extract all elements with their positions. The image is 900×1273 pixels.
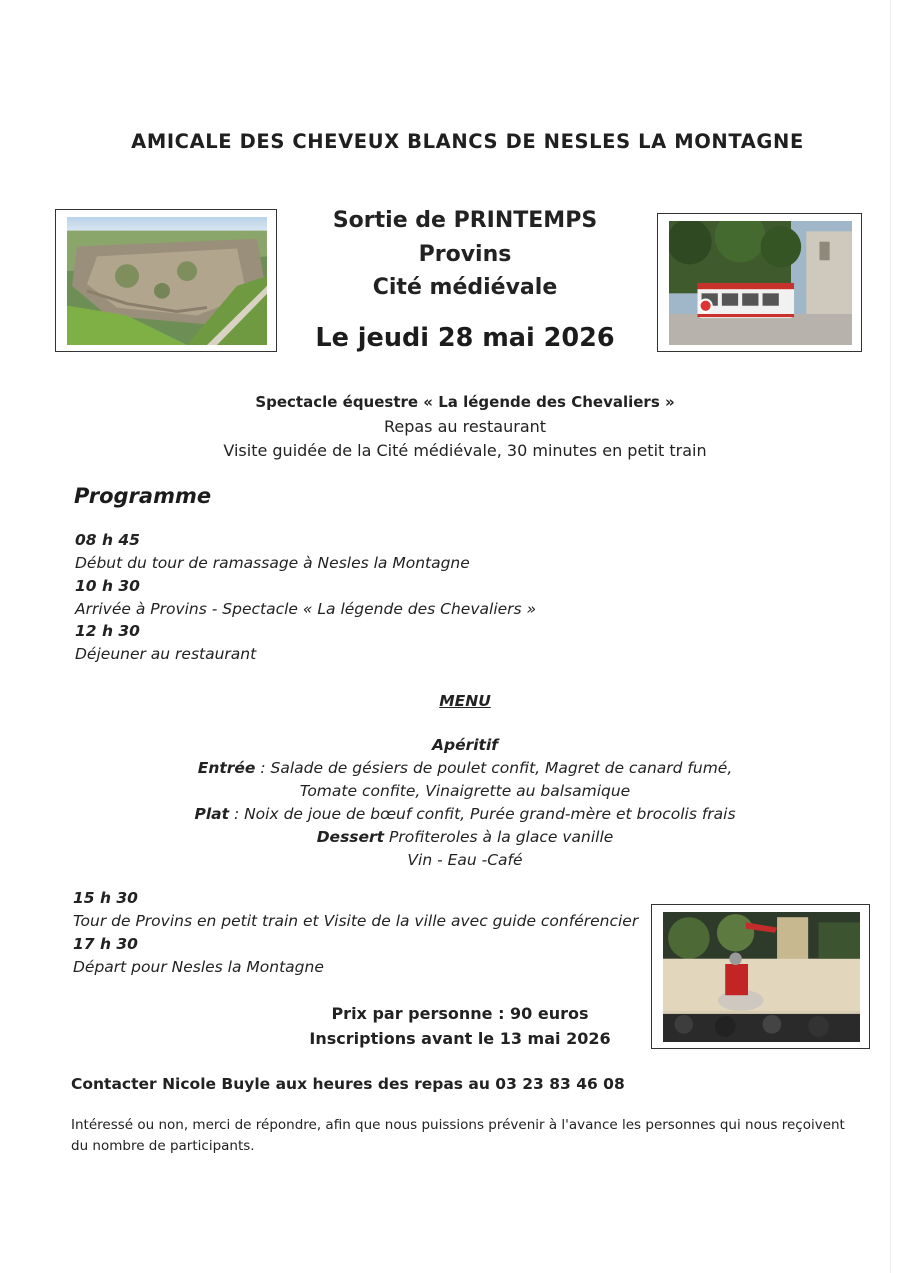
contact-line: Contacter Nicole Buyle aux heures des repas au 03 23 83 46 08 — [71, 1075, 625, 1093]
schedule-time: 17 h 30 — [73, 935, 138, 953]
menu-entree-continued: Tomate confite, Vinaigrette au balsamique — [299, 782, 631, 800]
reply-note-line: Intéressé ou non, merci de répondre, afin que nous puissions prévenir à l'avance les personnes qui nous reçoivent — [71, 1117, 845, 1133]
menu-plat — [0, 805, 900, 823]
menu-entree — [0, 759, 900, 777]
event-title-line: Cité médiévale — [372, 275, 558, 300]
menu-drinks: Vin - Eau -Café — [407, 851, 523, 869]
schedule-text: Départ pour Nesles la Montagne — [73, 958, 324, 976]
menu-plat-text: : Noix de joue de bœuf confit, Purée grand-mère et brocolis frais — [233, 805, 736, 823]
reply-note-line: du nombre de participants. — [71, 1138, 255, 1154]
schedule-text: Début du tour de ramassage à Nesles la Montagne — [75, 554, 470, 572]
event-title-line: Sortie de PRINTEMPS — [332, 208, 598, 233]
registration-deadline: Inscriptions avant le 13 mai 2026 — [309, 1029, 611, 1048]
event-date: Le jeudi 28 mai 2026 — [315, 323, 615, 353]
event-title-line: Provins — [418, 242, 512, 267]
menu-dessert-text: Profiteroles à la glace vanille — [389, 828, 614, 846]
schedule-time: 10 h 30 — [75, 577, 140, 595]
menu-aperitif-text: Apéritif — [431, 736, 499, 754]
menu-aperitif — [0, 736, 900, 754]
highlight-visit: Visite guidée de la Cité médiévale, 30 minutes en petit train — [223, 441, 707, 460]
aerial-city-photo — [55, 209, 277, 352]
menu-dessert — [0, 828, 900, 846]
menu-title: MENU — [439, 692, 491, 710]
schedule-text: Tour de Provins en petit train et Visite de la ville avec guide conférencier — [73, 912, 639, 930]
price-per-person: Prix par personne : 90 euros — [331, 1004, 589, 1023]
schedule-text: Déjeuner au restaurant — [75, 645, 257, 663]
menu-entree-text: : Salade de gésiers de poulet confit, Magret de canard fumé, — [260, 759, 733, 777]
highlight-meal: Repas au restaurant — [383, 417, 547, 436]
organization-title: AMICALE DES CHEVEUX BLANCS DE NESLES LA MONTAGNE — [131, 130, 804, 153]
menu-dessert-label: Dessert — [316, 828, 385, 846]
menu-entree-label: Entrée — [197, 759, 256, 777]
schedule-time: 15 h 30 — [73, 889, 138, 907]
scan-edge — [890, 0, 891, 1273]
reply-note — [71, 1115, 871, 1157]
schedule-time: 08 h 45 — [75, 531, 140, 549]
programme-title: Programme — [74, 484, 212, 508]
knight-show-photo — [651, 904, 870, 1049]
schedule-time: 12 h 30 — [75, 622, 140, 640]
tourist-train-photo — [657, 213, 862, 352]
highlight-show: Spectacle équestre « La légende des Chevaliers » — [255, 393, 675, 411]
schedule-text: Arrivée à Provins - Spectacle « La légende des Chevaliers » — [75, 600, 537, 618]
menu-plat-label: Plat — [194, 805, 229, 823]
